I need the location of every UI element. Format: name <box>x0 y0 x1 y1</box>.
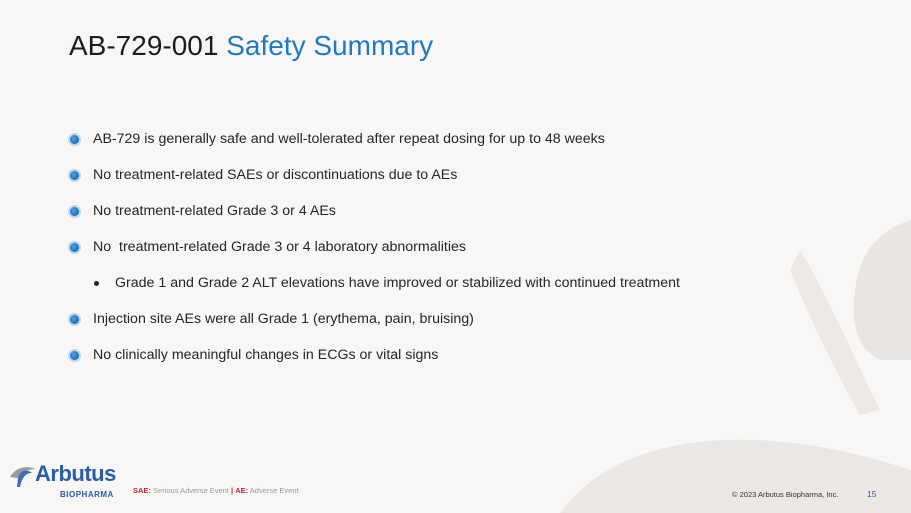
bullet-item <box>68 337 868 373</box>
bullet-item <box>68 193 868 229</box>
sub-bullet-item <box>68 265 868 301</box>
bullet-text: No treatment-related SAEs or discontinuations due to AEs <box>93 167 458 183</box>
bullet-dot <box>70 243 79 252</box>
bullet-text: No treatment-related Grade 3 or 4 AEs <box>93 203 336 219</box>
sae-definition: Serious Adverse Event <box>153 486 229 495</box>
page-number: 15 <box>867 489 877 499</box>
bullet-dot <box>70 351 79 360</box>
title-prefix: AB-729-001 <box>69 30 219 61</box>
bullet-item <box>68 157 868 193</box>
copyright-notice: © 2023 Arbutus Biopharma, Inc. <box>732 490 839 499</box>
logo-subtitle: BIOPHARMA <box>60 490 114 499</box>
arbutus-leaf-icon <box>8 463 38 489</box>
bullet-item <box>68 301 868 337</box>
sae-abbreviation: SAE: <box>133 486 151 495</box>
bullet-text: AB-729 is generally safe and well-tolerated after repeat dosing for up to 48 weeks <box>93 131 605 147</box>
page-title <box>69 30 433 62</box>
ae-definition: Adverse Event <box>249 486 299 495</box>
bullet-text: No clinically meaningful changes in ECGs or vital signs <box>93 347 439 363</box>
bullet-dot <box>70 171 79 180</box>
bullet-list <box>68 121 868 373</box>
abbreviations-footnote <box>133 486 299 495</box>
logo-wordmark: Arbutus <box>35 461 116 486</box>
bullet-dot <box>70 207 79 216</box>
bullet-item <box>68 229 868 265</box>
bullet-text: Injection site AEs were all Grade 1 (erythema, pain, bruising) <box>93 311 474 327</box>
title-accent: Safety Summary <box>226 30 434 61</box>
bullet-dot <box>70 135 79 144</box>
company-logo <box>8 461 120 503</box>
sub-bullet-dot <box>94 281 99 286</box>
ae-abbreviation: AE: <box>235 486 249 495</box>
footnote-separator: | <box>231 486 234 495</box>
bullet-text: No treatment-related Grade 3 or 4 laboratory abnormalities <box>93 239 466 255</box>
bullet-dot <box>70 315 79 324</box>
bullet-item <box>68 121 868 157</box>
sub-bullet-text: Grade 1 and Grade 2 ALT elevations have improved or stabilized with continued treatment <box>115 275 680 291</box>
